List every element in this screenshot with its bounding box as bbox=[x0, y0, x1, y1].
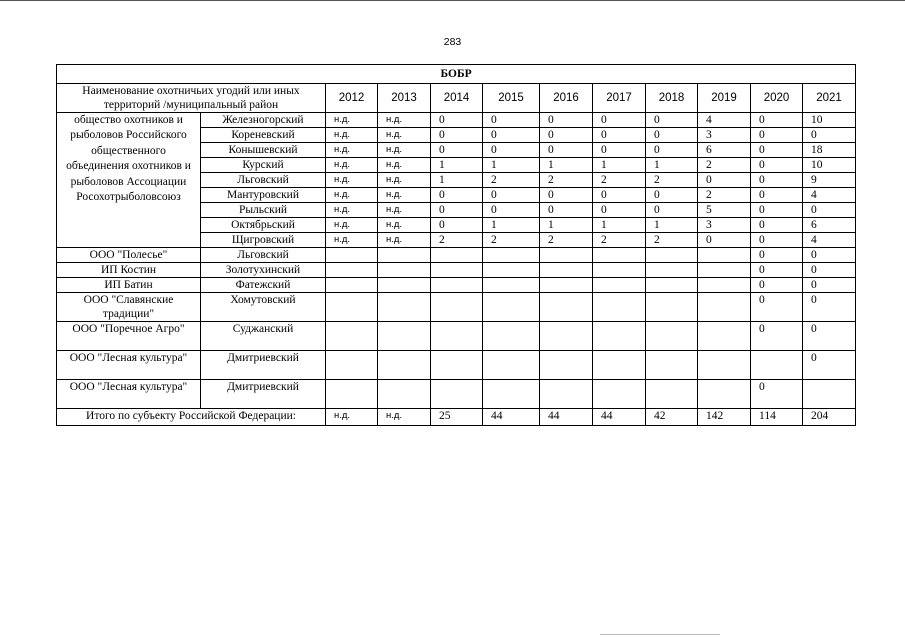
value-cell: 0 bbox=[698, 233, 751, 248]
table-row bbox=[57, 380, 856, 409]
value-cell: 0 bbox=[483, 113, 540, 128]
value-cell: 0 bbox=[540, 188, 593, 203]
header-year: 2014 bbox=[431, 84, 483, 113]
value-cell: 0 bbox=[646, 128, 698, 143]
header-year: 2021 bbox=[803, 84, 856, 113]
value-cell bbox=[431, 248, 483, 263]
value-cell: 0 bbox=[751, 203, 803, 218]
value-cell bbox=[483, 248, 540, 263]
value-cell: 0 bbox=[483, 128, 540, 143]
value-cell: 0 bbox=[803, 322, 856, 351]
value-cell: н.д. bbox=[326, 158, 378, 173]
header-label: Наименование охотничьих угодий или иных территорий /муниципальный район bbox=[57, 84, 326, 113]
value-cell bbox=[646, 263, 698, 278]
header-year: 2019 bbox=[698, 84, 751, 113]
value-cell: 0 bbox=[540, 128, 593, 143]
value-cell: 0 bbox=[483, 188, 540, 203]
value-cell: 0 bbox=[593, 143, 646, 158]
value-cell bbox=[326, 263, 378, 278]
value-cell: 0 bbox=[646, 113, 698, 128]
value-cell: 0 bbox=[646, 143, 698, 158]
district-cell: Фатежский bbox=[201, 278, 326, 293]
value-cell: 0 bbox=[751, 322, 803, 351]
value-cell: 2 bbox=[540, 233, 593, 248]
value-cell bbox=[540, 293, 593, 322]
value-cell: 0 bbox=[803, 128, 856, 143]
value-cell: 2 bbox=[646, 233, 698, 248]
value-cell: 0 bbox=[431, 203, 483, 218]
district-cell: Кореневский bbox=[201, 128, 326, 143]
value-cell: 0 bbox=[751, 158, 803, 173]
scan-artifact-line bbox=[600, 634, 720, 635]
value-cell: 0 bbox=[751, 248, 803, 263]
value-cell bbox=[326, 248, 378, 263]
header-row bbox=[57, 84, 856, 113]
value-cell: н.д. bbox=[326, 218, 378, 233]
table-title: БОБР bbox=[57, 65, 856, 84]
value-cell bbox=[378, 322, 431, 351]
value-cell bbox=[483, 380, 540, 409]
value-cell: 5 bbox=[698, 203, 751, 218]
value-cell: н.д. bbox=[378, 128, 431, 143]
value-cell: 42 bbox=[646, 409, 698, 426]
total-label: Итого по субъекту Российской Федерации: bbox=[57, 409, 326, 426]
value-cell bbox=[431, 263, 483, 278]
value-cell bbox=[593, 293, 646, 322]
value-cell bbox=[698, 322, 751, 351]
value-cell bbox=[378, 248, 431, 263]
value-cell bbox=[326, 293, 378, 322]
value-cell bbox=[540, 278, 593, 293]
value-cell: н.д. bbox=[378, 113, 431, 128]
table-row bbox=[57, 113, 856, 128]
value-cell bbox=[698, 380, 751, 409]
value-cell: 9 bbox=[803, 173, 856, 188]
header-year: 2018 bbox=[646, 84, 698, 113]
value-cell: 18 bbox=[803, 143, 856, 158]
value-cell: н.д. bbox=[326, 188, 378, 203]
value-cell: 0 bbox=[751, 188, 803, 203]
district-cell: Курский bbox=[201, 158, 326, 173]
header-year: 2012 bbox=[326, 84, 378, 113]
value-cell bbox=[431, 322, 483, 351]
value-cell: 0 bbox=[751, 233, 803, 248]
page-number: 283 bbox=[443, 36, 462, 48]
value-cell bbox=[431, 351, 483, 380]
value-cell bbox=[326, 380, 378, 409]
value-cell: 1 bbox=[646, 158, 698, 173]
value-cell: 0 bbox=[751, 128, 803, 143]
district-cell: Льговский bbox=[201, 173, 326, 188]
value-cell bbox=[803, 380, 856, 409]
value-cell bbox=[593, 263, 646, 278]
value-cell: 0 bbox=[803, 263, 856, 278]
value-cell: 1 bbox=[593, 218, 646, 233]
value-cell: 204 bbox=[803, 409, 856, 426]
value-cell: 0 bbox=[431, 113, 483, 128]
value-cell: 44 bbox=[483, 409, 540, 426]
value-cell bbox=[698, 248, 751, 263]
value-cell: 0 bbox=[751, 380, 803, 409]
value-cell: н.д. bbox=[326, 233, 378, 248]
org-cell: ООО "Поречное Агро" bbox=[57, 322, 201, 351]
value-cell: 1 bbox=[593, 158, 646, 173]
table-row bbox=[57, 263, 856, 278]
value-cell bbox=[593, 322, 646, 351]
value-cell bbox=[378, 380, 431, 409]
district-cell: Щигровский bbox=[201, 233, 326, 248]
beaver-table bbox=[56, 64, 856, 426]
district-cell: Хомутовский bbox=[201, 293, 326, 322]
value-cell: 6 bbox=[803, 218, 856, 233]
value-cell bbox=[593, 380, 646, 409]
value-cell: 10 bbox=[803, 113, 856, 128]
value-cell bbox=[646, 293, 698, 322]
value-cell: 6 bbox=[698, 143, 751, 158]
value-cell bbox=[646, 351, 698, 380]
value-cell bbox=[378, 293, 431, 322]
value-cell bbox=[593, 278, 646, 293]
value-cell bbox=[540, 248, 593, 263]
value-cell: н.д. bbox=[378, 218, 431, 233]
district-cell: Железногорский bbox=[201, 113, 326, 128]
value-cell: н.д. bbox=[326, 409, 378, 426]
value-cell bbox=[483, 351, 540, 380]
value-cell: 0 bbox=[431, 128, 483, 143]
table-row bbox=[57, 351, 856, 380]
value-cell: 2 bbox=[593, 173, 646, 188]
value-cell: 0 bbox=[698, 173, 751, 188]
value-cell: 1 bbox=[483, 158, 540, 173]
value-cell bbox=[698, 263, 751, 278]
value-cell: 0 bbox=[803, 203, 856, 218]
org-cell: ООО "Полесье" bbox=[57, 248, 201, 263]
value-cell: 0 bbox=[803, 351, 856, 380]
value-cell bbox=[540, 380, 593, 409]
value-cell: 1 bbox=[540, 158, 593, 173]
value-cell: 2 bbox=[483, 173, 540, 188]
value-cell: н.д. bbox=[326, 128, 378, 143]
district-cell: Рыльский bbox=[201, 203, 326, 218]
org-cell: ИП Батин bbox=[57, 278, 201, 293]
value-cell: 10 bbox=[803, 158, 856, 173]
value-cell: 0 bbox=[803, 278, 856, 293]
value-cell: 0 bbox=[751, 263, 803, 278]
value-cell: 114 bbox=[751, 409, 803, 426]
org-cell: ООО "Лесная культура" bbox=[57, 351, 201, 380]
value-cell bbox=[646, 380, 698, 409]
value-cell: 2 bbox=[431, 233, 483, 248]
value-cell: 0 bbox=[540, 203, 593, 218]
value-cell: н.д. bbox=[378, 409, 431, 426]
value-cell: 0 bbox=[483, 143, 540, 158]
value-cell: 1 bbox=[540, 218, 593, 233]
value-cell: 0 bbox=[483, 203, 540, 218]
value-cell: 2 bbox=[698, 158, 751, 173]
value-cell bbox=[483, 293, 540, 322]
value-cell: 0 bbox=[751, 143, 803, 158]
org-cell: ООО "Лесная культура" bbox=[57, 380, 201, 409]
district-cell: Конышевский bbox=[201, 143, 326, 158]
value-cell bbox=[593, 351, 646, 380]
value-cell bbox=[698, 293, 751, 322]
page-top-rule bbox=[0, 0, 905, 1]
value-cell: 0 bbox=[751, 278, 803, 293]
header-year: 2013 bbox=[378, 84, 431, 113]
value-cell: 0 bbox=[431, 218, 483, 233]
value-cell: 2 bbox=[483, 233, 540, 248]
value-cell: 4 bbox=[803, 188, 856, 203]
value-cell: н.д. bbox=[378, 158, 431, 173]
group-org-name: общество охотников и рыболовов Российского общественного объединения охотников и рыболовов Ассоциации Росохотрыболовсоюз bbox=[57, 113, 201, 248]
value-cell: 0 bbox=[646, 188, 698, 203]
value-cell: 0 bbox=[540, 113, 593, 128]
value-cell: 0 bbox=[593, 188, 646, 203]
value-cell: 0 bbox=[751, 293, 803, 322]
value-cell bbox=[646, 248, 698, 263]
value-cell bbox=[378, 278, 431, 293]
value-cell: н.д. bbox=[378, 233, 431, 248]
total-row bbox=[57, 409, 856, 426]
value-cell bbox=[646, 322, 698, 351]
value-cell: н.д. bbox=[326, 143, 378, 158]
value-cell bbox=[593, 248, 646, 263]
value-cell bbox=[326, 322, 378, 351]
district-cell: Дмитриевский bbox=[201, 380, 326, 409]
value-cell: н.д. bbox=[378, 203, 431, 218]
value-cell bbox=[431, 278, 483, 293]
value-cell bbox=[540, 263, 593, 278]
value-cell: 142 bbox=[698, 409, 751, 426]
table-row bbox=[57, 293, 856, 322]
value-cell bbox=[431, 293, 483, 322]
header-year: 2020 bbox=[751, 84, 803, 113]
district-cell: Дмитриевский bbox=[201, 351, 326, 380]
value-cell: 0 bbox=[593, 113, 646, 128]
value-cell: 4 bbox=[698, 113, 751, 128]
value-cell: 0 bbox=[646, 203, 698, 218]
value-cell: 0 bbox=[431, 188, 483, 203]
value-cell: н.д. bbox=[378, 188, 431, 203]
value-cell: 0 bbox=[751, 173, 803, 188]
value-cell bbox=[431, 380, 483, 409]
value-cell: н.д. bbox=[378, 143, 431, 158]
value-cell bbox=[751, 351, 803, 380]
value-cell bbox=[698, 278, 751, 293]
value-cell bbox=[378, 351, 431, 380]
value-cell: 2 bbox=[646, 173, 698, 188]
value-cell: 3 bbox=[698, 218, 751, 233]
value-cell: 1 bbox=[431, 158, 483, 173]
value-cell: 0 bbox=[803, 248, 856, 263]
value-cell: 0 bbox=[431, 143, 483, 158]
value-cell: н.д. bbox=[326, 173, 378, 188]
district-cell: Суджанский bbox=[201, 322, 326, 351]
value-cell: н.д. bbox=[326, 203, 378, 218]
value-cell: н.д. bbox=[326, 113, 378, 128]
value-cell bbox=[483, 263, 540, 278]
value-cell: 2 bbox=[593, 233, 646, 248]
header-year: 2017 bbox=[593, 84, 646, 113]
org-cell: ООО "Славянские традиции" bbox=[57, 293, 201, 322]
value-cell: 1 bbox=[646, 218, 698, 233]
header-year: 2015 bbox=[483, 84, 540, 113]
value-cell: 0 bbox=[593, 203, 646, 218]
value-cell: 0 bbox=[751, 218, 803, 233]
value-cell: 4 bbox=[803, 233, 856, 248]
value-cell bbox=[326, 278, 378, 293]
value-cell: 1 bbox=[483, 218, 540, 233]
value-cell: 0 bbox=[540, 143, 593, 158]
value-cell: 2 bbox=[540, 173, 593, 188]
value-cell: 25 bbox=[431, 409, 483, 426]
district-cell: Октябрьский bbox=[201, 218, 326, 233]
value-cell: 0 bbox=[751, 113, 803, 128]
value-cell: 44 bbox=[540, 409, 593, 426]
value-cell bbox=[326, 351, 378, 380]
value-cell bbox=[378, 263, 431, 278]
value-cell: 2 bbox=[698, 188, 751, 203]
table-row bbox=[57, 248, 856, 263]
value-cell: 0 bbox=[803, 293, 856, 322]
header-year: 2016 bbox=[540, 84, 593, 113]
table-row bbox=[57, 322, 856, 351]
district-cell: Золотухинский bbox=[201, 263, 326, 278]
value-cell: 3 bbox=[698, 128, 751, 143]
value-cell bbox=[646, 278, 698, 293]
district-cell: Льговский bbox=[201, 248, 326, 263]
value-cell: 1 bbox=[431, 173, 483, 188]
org-cell: ИП Костин bbox=[57, 263, 201, 278]
value-cell bbox=[540, 351, 593, 380]
table-row bbox=[57, 278, 856, 293]
value-cell: н.д. bbox=[378, 173, 431, 188]
value-cell bbox=[540, 322, 593, 351]
value-cell bbox=[483, 278, 540, 293]
value-cell: 0 bbox=[593, 128, 646, 143]
value-cell: 44 bbox=[593, 409, 646, 426]
district-cell: Мантуровский bbox=[201, 188, 326, 203]
value-cell bbox=[483, 322, 540, 351]
value-cell bbox=[698, 351, 751, 380]
